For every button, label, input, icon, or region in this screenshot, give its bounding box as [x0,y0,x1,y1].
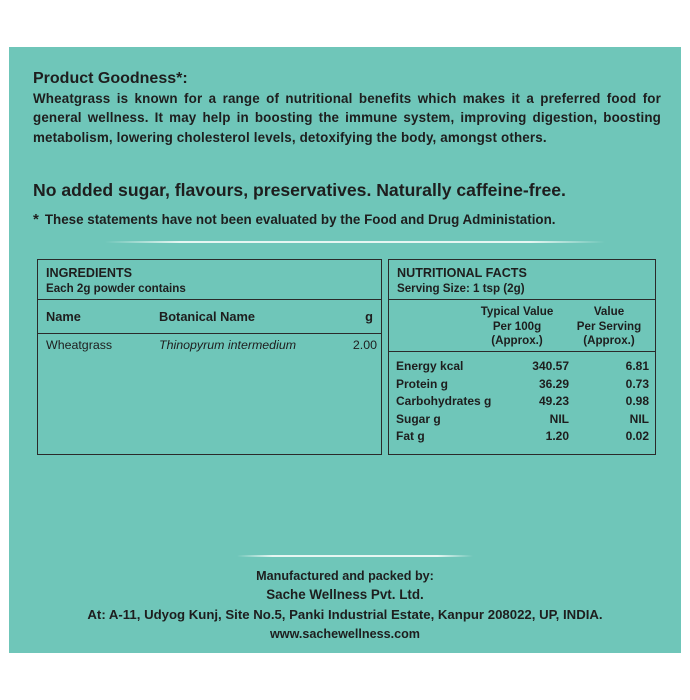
column-header-per-serving [567,305,651,349]
product-goodness-text: Wheatgrass is known for a range of nutritional benefits which makes it a preferred food for general wellness. It may help in boosting the immune system, improving digestion, boosting metabolism, lowering cholesterol levels, detoxifying the body, amongst others. [33,91,661,145]
header-line: (Approx.) [583,334,635,347]
header-line: (Approx.) [491,334,543,347]
nutrient-name: Sugar g [396,411,441,426]
ingredient-botanical-name: Thinopyrum intermedium [159,338,297,352]
ingredients-column-headers [38,300,381,334]
nutrient-per-serving: NIL [629,411,649,426]
nutrition-title: NUTRITIONAL FACTS [397,266,527,280]
nutrient-name: Energy kcal [396,359,464,373]
nutrient-per-serving: 0.98 [625,394,649,408]
company-name: Sache Wellness Pvt. Ltd. [266,587,424,602]
company-address: At: A-11, Udyog Kunj, Site No.5, Panki Industrial Estate, Kanpur 208022, UP, INDIA. [87,607,603,622]
nutrient-per-100g: 1.20 [545,429,569,443]
nutrient-name: Protein g [396,376,449,391]
nutrition-header [389,260,655,300]
column-header-per-100g [469,305,565,349]
table-row [389,376,655,394]
nutrient-per-100g: 49.23 [538,394,569,408]
column-header-name: Name [46,309,81,324]
disclaimer-text: These statements have not been evaluated by the Food and Drug Administation. [44,212,556,227]
nutrient-per-serving: 0.73 [625,376,649,391]
product-goodness-title: Product Goodness*: [33,70,188,87]
manufactured-by-label: Manufactured and packed by: [256,569,434,583]
ingredients-title: INGREDIENTS [46,266,133,280]
nutrient-per-serving: 0.02 [625,429,649,443]
nutrient-per-serving: 6.81 [625,359,649,373]
ingredients-header [38,260,381,300]
column-header-botanical: Botanical Name [159,309,256,324]
nutrient-per-100g: NIL [549,411,569,426]
ingredient-name: Wheatgrass [46,338,113,352]
table-row [38,334,381,358]
header-line: Value [593,305,625,318]
disclaimer-asterisk: * [33,211,39,228]
fda-disclaimer [33,211,556,229]
ingredients-subtitle: Each 2g powder contains [46,282,186,295]
footer-divider [237,555,473,557]
nutrition-rows [389,352,655,446]
header-line: Typical Value [480,305,554,318]
company-website: www.sachewellness.com [269,627,421,641]
nutrition-column-headers [389,300,655,352]
table-row [389,393,655,411]
table-row [389,411,655,429]
serving-size: Serving Size: 1 tsp (2g) [397,282,525,295]
nutrition-table [388,259,656,455]
ingredient-grams: 2.00 [352,338,377,352]
nutrient-per-100g: 340.57 [532,359,569,373]
ingredients-table [37,259,382,455]
nutrient-name: Carbohydrates g [396,394,492,408]
header-line: Per 100g [492,319,542,333]
manufacturer-info [9,567,681,643]
header-line: Per Serving [576,319,642,333]
product-goodness-section [33,69,661,147]
label-panel [9,47,681,653]
table-row [389,428,655,446]
nutrient-name: Fat g [396,429,425,443]
table-row [389,358,655,376]
column-header-grams: g [365,309,373,324]
nutrient-per-100g: 36.29 [538,376,569,391]
section-divider [105,241,605,243]
claims-statement: No added sugar, flavours, preservatives. Naturally caffeine-free. [33,180,566,200]
